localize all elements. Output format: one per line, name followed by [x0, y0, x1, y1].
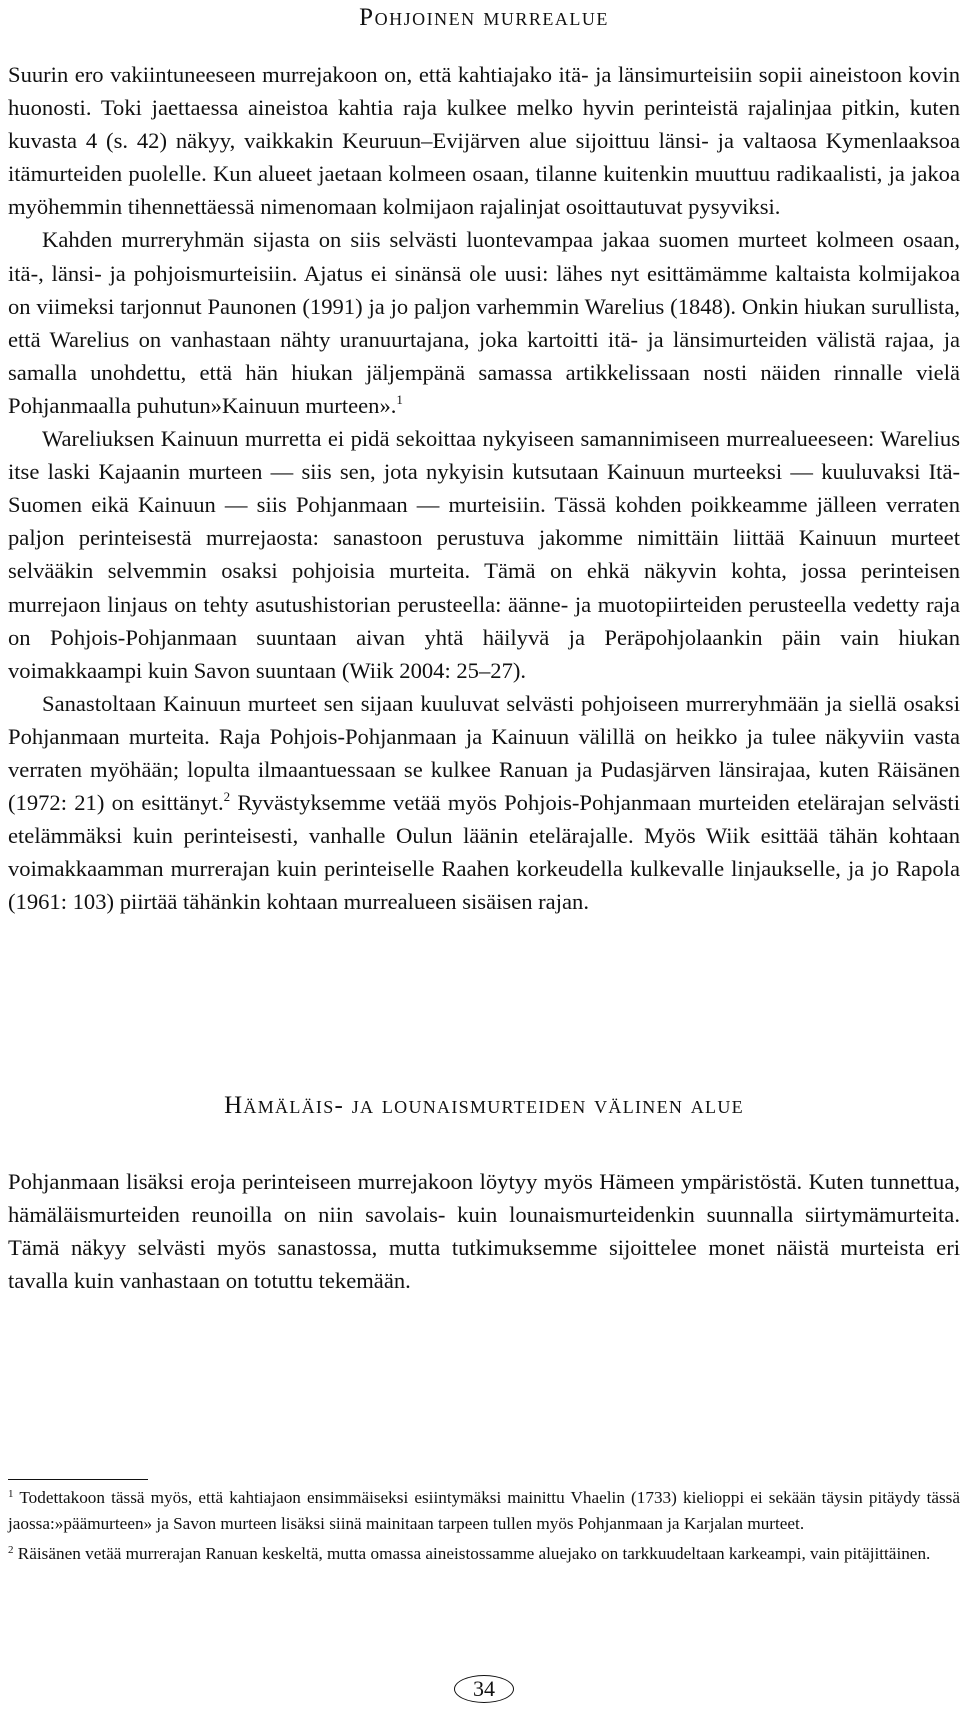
paragraph: [8, 223, 960, 422]
footnote-number: 1: [8, 1488, 14, 1500]
footnote-ref: 2: [223, 789, 231, 805]
paragraph: Pohjanmaan lisäksi eroja perinteiseen murrejakoon löytyy myös Hämeen ympäristöstä. Kuten tunnettua, hämäläismurteiden reunoilla on niin savolais- kuin lounaismurteidenkin suunnalla siirtymämurteita. Tämä näkyy selvästi myös sanastossa, mutta tutkimuksemme sijoittelee monet näistä murteista eri tavalla kuin vanhastaan on totuttu tekemään.: [8, 1169, 960, 1294]
page-number: 34: [454, 1675, 514, 1703]
footnote-text: Todettakoon tässä myös, että kahtiajaon ensimmäiseksi esiintymäksi mainittu Vhaelin (1733) kielioppi ei sekään täysin pitäydy tässä jaossa:»päämurteen» ja Savon murteen lisäksi siinä mainitaan tarpeen tullen myös Pohjanmaan ja Karjalan murteet.: [8, 1488, 960, 1534]
paragraph: [8, 687, 960, 919]
footnote-text: Räisänen vetää murrerajan Ranuan keskeltä, mutta omassa aineistossamme aluejako on tarkkuudeltaan karkeampi, vain pitäjittäinen.: [17, 1543, 931, 1563]
paragraph-text: Ryvästyksemme vetää myös Pohjois-Pohjanmaan murteiden etelärajan selvästi etelämmäksi kuin perinteisesti, vanhalle Oulun läänin etelärajalle. Myös Wiik esittää tähän kohtaan voimakkaamman murrerajan kuin perinteiselle Raahen korkeudella kulkevalle linjaukselle, ja jo Rapola (1961: 103) piirtää tähänkin kohtaan murrealueen sisäisen rajan.: [8, 790, 960, 915]
section-pohjoinen-body: [8, 58, 960, 918]
paragraph-text: Sanastoltaan Kainuun murteet sen sijaan kuuluvat selvästi pohjoiseen murreryhmään ja siellä osaksi Pohjanmaan murteita. Raja Pohjois-Pohjanmaan ja Kainuun välillä on heikko ja tulee näkyviin vasta verraten myöhään; lopulta ilmaantuessaan se kulkee Ranuan ja Pudasjärven länsirajaa, kuten Räisänen (1972: 21) on esittänyt.: [8, 690, 960, 816]
footnotes: [8, 1485, 960, 1570]
paragraph: Wareliuksen Kainuun murretta ei pidä sekoittaa nykyiseen samannimiseen murrealueeseen: Warelius itse laski Kajaanin murteen — siis sen, jota nykyisin kutsutaan Kainuun murteeksi — kuuluvaksi Itä-Suomen eikä Kainuun — siis Pohjanmaan — murteisiin. Tässä kohden poikkeamme jälleen verraten paljon perinteisestä murrejaosta: sanastoon perustuva jakomme nimittäin liittää Kainuun murteet selvääkin selvemmin osaksi pohjoisia murteita. Tämä on ehkä näkyvin kohta, jossa perinteisen murrejaon linjaus on tehty asutushistorian perusteella: äänne- ja muotopiirteiden perusteella vedetty raja on Pohjois-Pohjanmaan suuntaan aivan yhtä häilyvä ja Peräpohjolaankin päin vain hiukan voimakkaampi kuin Savon suuntaan (Wiik 2004: 25–27).: [8, 426, 960, 683]
footnote-divider: [8, 1479, 148, 1480]
paragraph-text: Kahden murreryhmän sijasta on siis selvästi luontevampaa jakaa suomen murteet kolmeen osaan, itä-, länsi- ja pohjoismurteisiin. Ajatus ei sinänsä ole uusi: lähes nyt esittämämme kaltaista kolmijakoa on viimeksi tarjonnut Paunonen (1991) ja jo paljon varhemmin Warelius (1848). Onkin hiukan surullista, että Warelius on vanhastaan nähty uranuurtajana, joka kartoitti itä- ja länsimurteiden välistä rajaa, ja samalla unohdettu, että hän hiukan jäljempänä samassa artikkelissaan nosti näiden rinnalle vielä Pohjanmaalla puhutun»Kainuun murteen».: [8, 227, 960, 418]
footnote: [8, 1485, 960, 1538]
page: [8, 0, 960, 1711]
section-hamalais-body: [8, 1165, 960, 1297]
footnote-number: 2: [8, 1543, 14, 1556]
running-head: Pohjoinen murrealue: [359, 4, 609, 31]
footnote-ref: 1: [396, 391, 403, 407]
section-heading: Hämäläis- ja lounaismurteiden välinen alue: [224, 1092, 744, 1119]
footnote: [8, 1541, 960, 1567]
paragraph: Suurin ero vakiintuneeseen murrejakoon on, että kahtiajako itä- ja länsimurteisiin sopii aineistoon kovin huonosti. Toki jaettaessa aineistoa kahtia raja kulkee melko hyvin perinteistä rajalinjaa pitkin, kuten kuvasta 4 (s. 42) näkyy, vaikkakin Keuruun–Evijärven alue sijoittuu länsi- ja valtaosa Kymenlaaksoa itämurteiden puolelle. Kun alueet jaetaan kolmeen osaan, tilanne kuitenkin muuttuu radikaalisti, ja jakoa myöhemmin tihennettäessä nimenomaan kolmijaon rajalinjat osoittautuvat pysyviksi.: [8, 62, 960, 220]
